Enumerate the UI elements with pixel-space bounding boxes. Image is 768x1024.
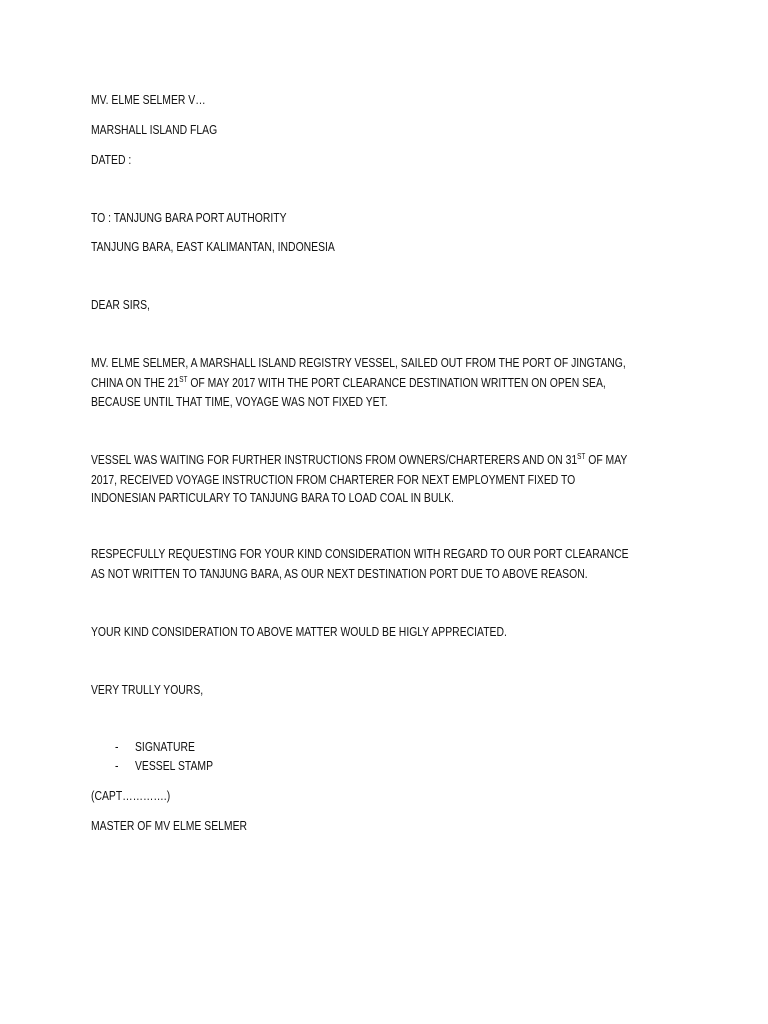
recipient-address: TANJUNG BARA, EAST KALIMANTAN, INDONESIA bbox=[91, 239, 335, 254]
flag-line: MARSHALL ISLAND FLAG bbox=[91, 122, 218, 137]
salutation: DEAR SIRS, bbox=[91, 297, 150, 312]
closing: VERY TRULLY YOURS, bbox=[91, 682, 204, 697]
list-item-signature: SIGNATURE bbox=[135, 739, 195, 754]
text: OF MAY 2017 WITH THE PORT CLEARANCE DESTINATION WRITTEN ON OPEN SEA, bbox=[187, 375, 606, 390]
bullet: - bbox=[115, 739, 119, 754]
paragraph-4: YOUR KIND CONSIDERATION TO ABOVE MATTER WOULD BE HIGLY APPRECIATED. bbox=[91, 624, 507, 639]
paragraph-2-line-3: INDONESIAN PARTICULARY TO TANJUNG BARA TO LOAD COAL IN BULK. bbox=[91, 490, 454, 505]
paragraph-2-line-1 bbox=[91, 452, 627, 468]
text: OF MAY bbox=[585, 452, 628, 467]
paragraph-3-line-2: AS NOT WRITTEN TO TANJUNG BARA, AS OUR NEXT DESTINATION PORT DUE TO ABOVE REASON. bbox=[91, 566, 588, 581]
superscript: ST bbox=[179, 375, 188, 384]
captain-line: (CAPT………….) bbox=[91, 788, 171, 803]
superscript: ST bbox=[577, 452, 586, 461]
text: VESSEL WAS WAITING FOR FURTHER INSTRUCTIONS FROM OWNERS/CHARTERERS AND ON 31 bbox=[91, 452, 578, 467]
paragraph-3-line-1: RESPECFULLY REQUESTING FOR YOUR KIND CONSIDERATION WITH REGARD TO OUR PORT CLEARANCE bbox=[91, 546, 629, 561]
bullet: - bbox=[115, 758, 119, 773]
dated-line: DATED : bbox=[91, 152, 132, 167]
vessel-line: MV. ELME SELMER V… bbox=[91, 92, 206, 107]
list-item-vessel-stamp: VESSEL STAMP bbox=[135, 758, 214, 773]
paragraph-2-line-2: 2017, RECEIVED VOYAGE INSTRUCTION FROM CHARTERER FOR NEXT EMPLOYMENT FIXED TO bbox=[91, 472, 576, 487]
recipient-line: TO : TANJUNG BARA PORT AUTHORITY bbox=[91, 210, 287, 225]
text: CHINA ON THE 21 bbox=[91, 375, 180, 390]
paragraph-1-line-2 bbox=[91, 375, 606, 391]
paragraph-1-line-1: MV. ELME SELMER, A MARSHALL ISLAND REGISTRY VESSEL, SAILED OUT FROM THE PORT OF JINGTANG, bbox=[91, 355, 626, 370]
paragraph-1-line-3: BECAUSE UNTIL THAT TIME, VOYAGE WAS NOT FIXED YET. bbox=[91, 394, 388, 409]
signatory-title: MASTER OF MV ELME SELMER bbox=[91, 818, 248, 833]
